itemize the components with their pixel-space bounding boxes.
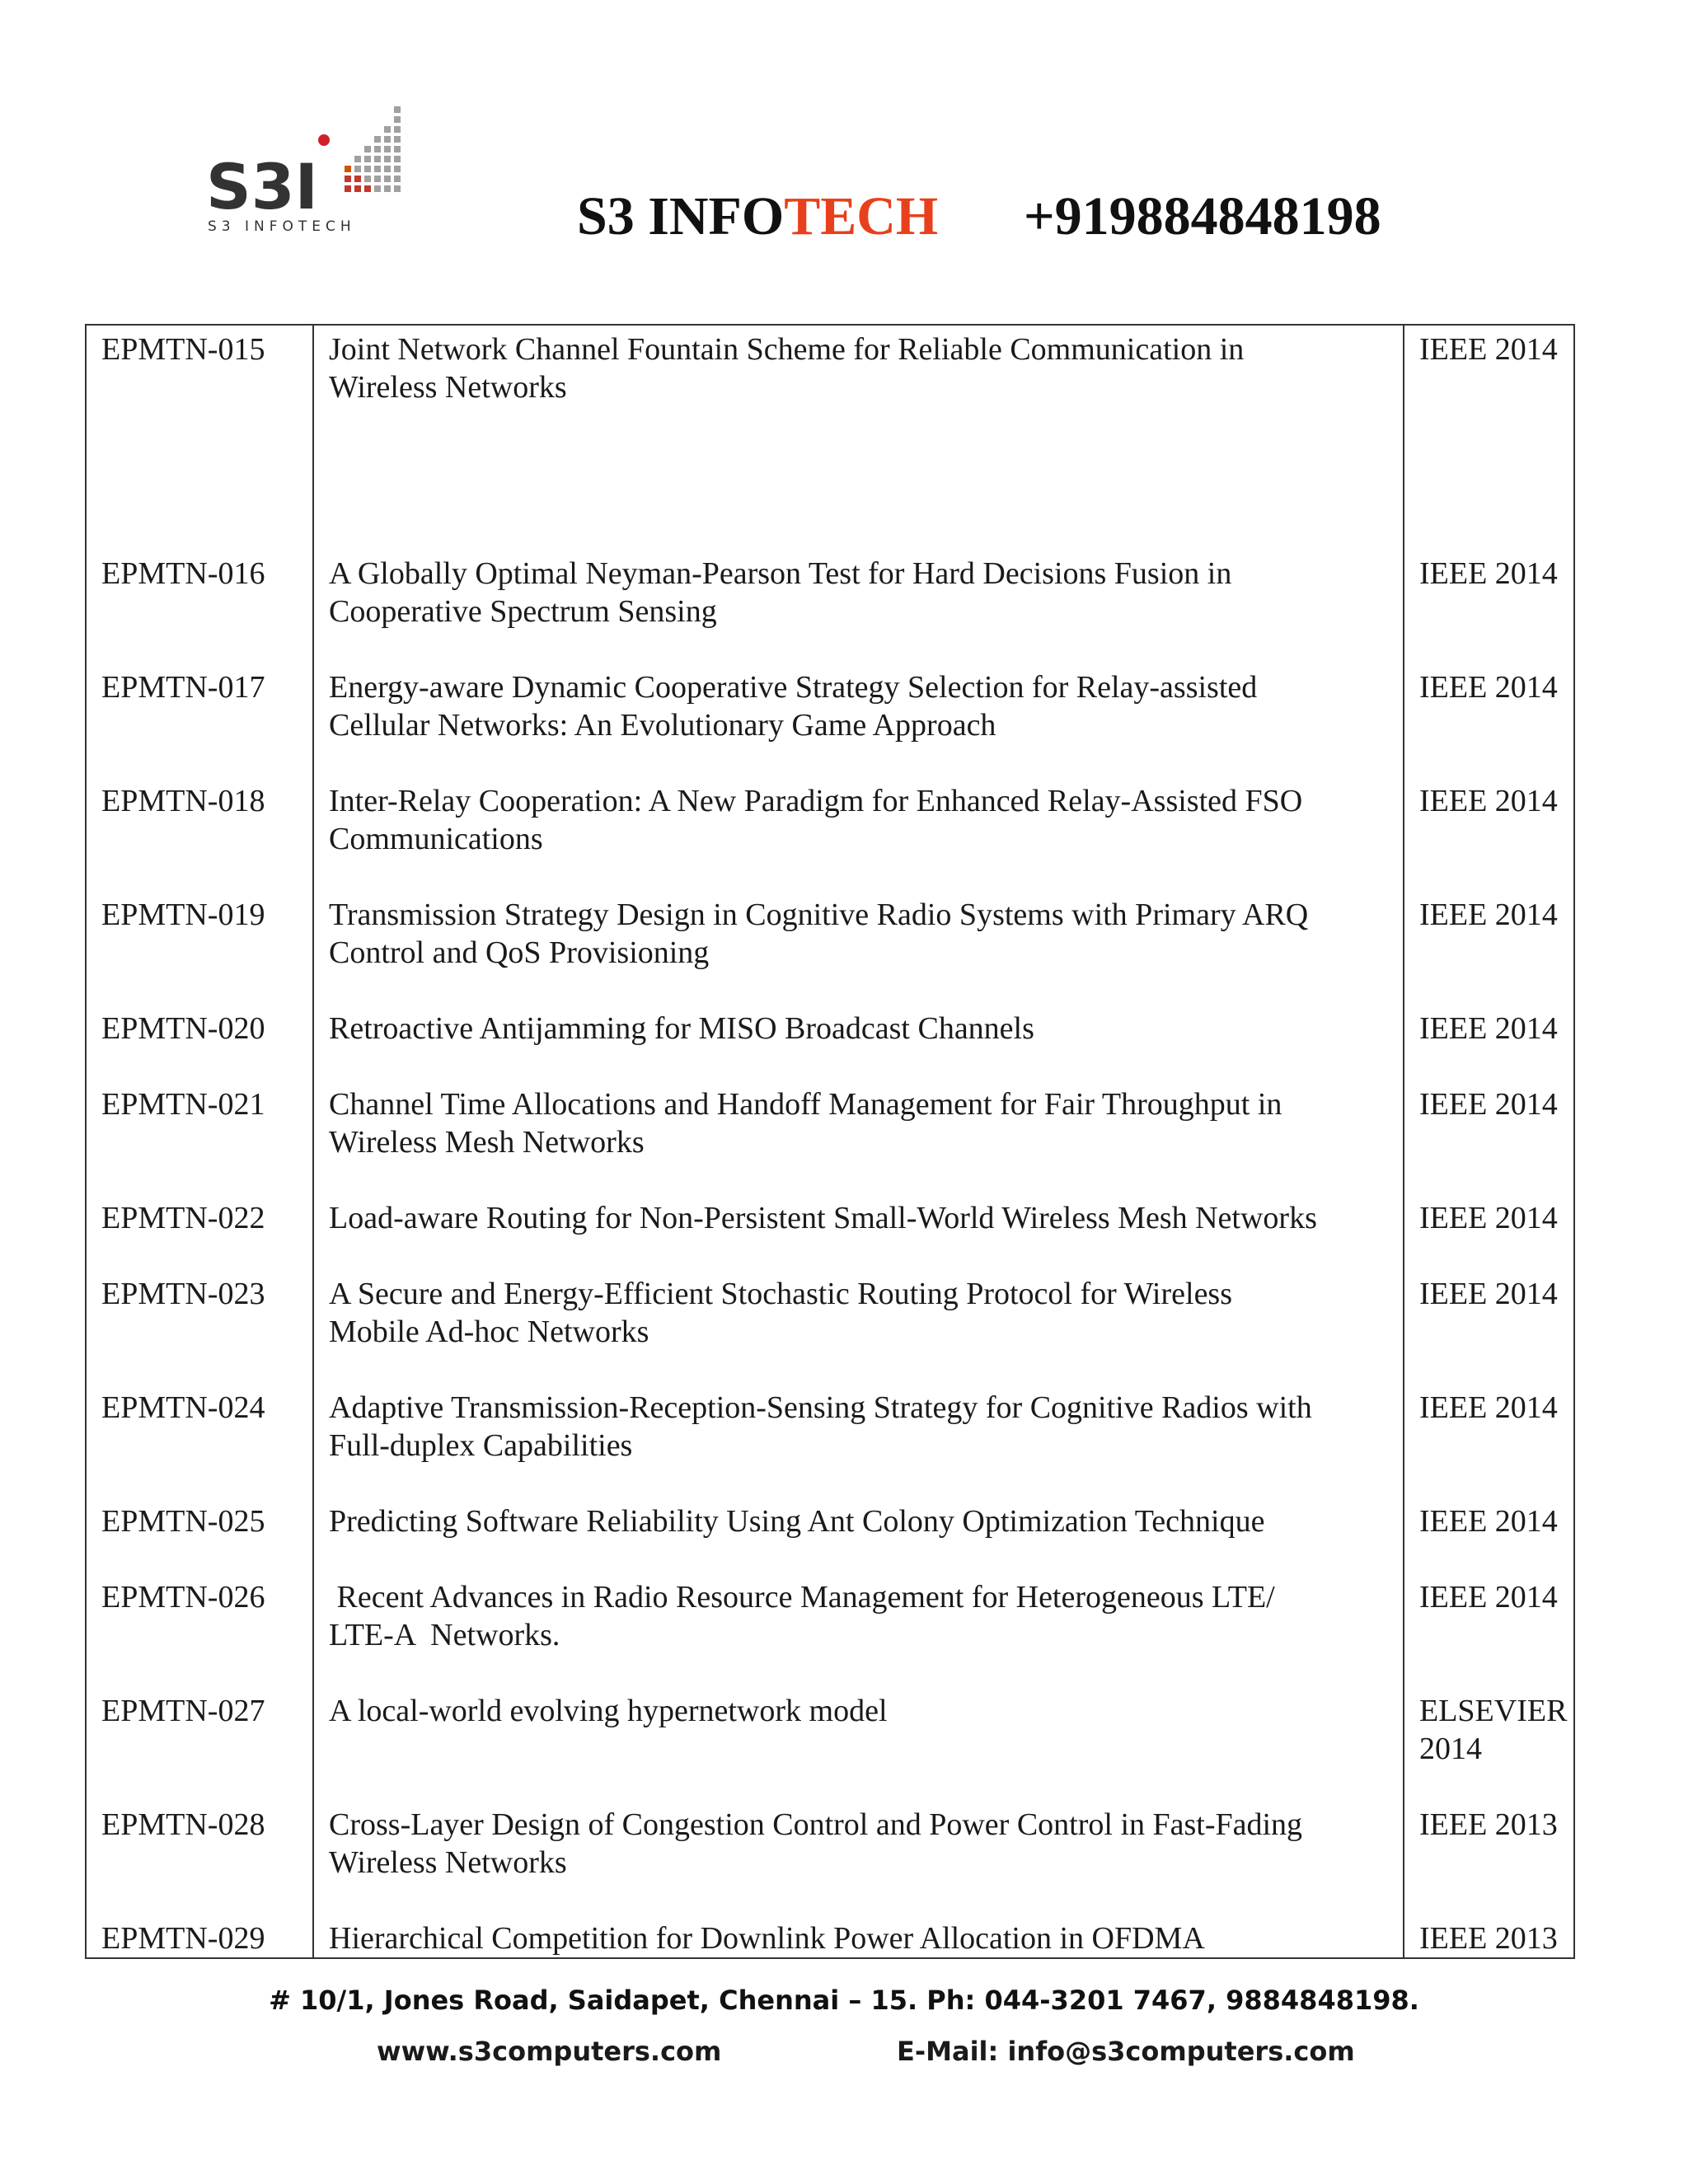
project-year-line: IEEE 2014 bbox=[1419, 898, 1558, 932]
project-id: EPMTN-027 bbox=[86, 1692, 313, 1806]
project-title-line: Retroactive Antijamming for MISO Broadcast Channels bbox=[329, 1011, 1034, 1046]
project-title bbox=[313, 1275, 1404, 1389]
company-logo bbox=[206, 95, 412, 243]
project-title bbox=[313, 1502, 1404, 1578]
project-title bbox=[313, 782, 1404, 896]
project-year bbox=[1404, 1919, 1574, 1958]
project-title-line: Energy-aware Dynamic Cooperative Strategy Selection for Relay-assisted bbox=[329, 670, 1258, 705]
project-title-line: Channel Time Allocations and Handoff Management for Fair Throughput in bbox=[329, 1087, 1282, 1122]
table-row bbox=[86, 1919, 1574, 1958]
project-id: EPMTN-023 bbox=[86, 1275, 313, 1389]
project-title bbox=[313, 896, 1404, 1010]
project-title bbox=[313, 1010, 1404, 1085]
project-year bbox=[1404, 555, 1574, 668]
project-title-line: Cross-Layer Design of Congestion Control and Power Control in Fast-Fading bbox=[329, 1807, 1303, 1842]
table-row bbox=[86, 1010, 1574, 1085]
logo-subtext: S3 INFOTECH bbox=[208, 218, 356, 235]
project-title bbox=[313, 1389, 1404, 1502]
project-title-line: Wireless Mesh Networks bbox=[329, 1125, 645, 1160]
project-year-line: IEEE 2014 bbox=[1419, 1580, 1558, 1615]
project-year bbox=[1404, 896, 1574, 1010]
project-year-line: IEEE 2013 bbox=[1419, 1921, 1558, 1956]
project-year bbox=[1404, 1275, 1574, 1389]
project-title-line: Transmission Strategy Design in Cognitive Radio Systems with Primary ARQ bbox=[329, 898, 1309, 932]
project-title bbox=[313, 668, 1404, 782]
project-id: EPMTN-016 bbox=[86, 555, 313, 668]
project-year-line: IEEE 2014 bbox=[1419, 1504, 1558, 1539]
table-row bbox=[86, 1275, 1574, 1389]
project-year bbox=[1404, 1010, 1574, 1085]
table-row bbox=[86, 1806, 1574, 1919]
project-title-line: LTE-A Networks. bbox=[329, 1618, 560, 1652]
project-year-line: IEEE 2014 bbox=[1419, 1087, 1558, 1122]
table-row bbox=[86, 555, 1574, 668]
project-id: EPMTN-026 bbox=[86, 1578, 313, 1692]
project-id: EPMTN-020 bbox=[86, 1010, 313, 1085]
project-title-line: A Secure and Energy-Efficient Stochastic Routing Protocol for Wireless bbox=[329, 1277, 1233, 1311]
project-year bbox=[1404, 1199, 1574, 1275]
table-row bbox=[86, 1692, 1574, 1806]
project-title-line: Wireless Networks bbox=[329, 370, 567, 405]
project-title-line: Cooperative Spectrum Sensing bbox=[329, 594, 717, 629]
project-id: EPMTN-018 bbox=[86, 782, 313, 896]
project-year bbox=[1404, 1692, 1574, 1806]
project-title-line: A local-world evolving hypernetwork model bbox=[329, 1694, 888, 1728]
project-title-line: Load-aware Routing for Non-Persistent Small-World Wireless Mesh Networks bbox=[329, 1201, 1317, 1235]
company-name-part1: S3 INFO bbox=[577, 186, 785, 246]
project-title bbox=[313, 325, 1404, 555]
table-row bbox=[86, 896, 1574, 1010]
project-id: EPMTN-021 bbox=[86, 1085, 313, 1199]
project-year-line: IEEE 2014 bbox=[1419, 670, 1558, 705]
project-title-line: Recent Advances in Radio Resource Management for Heterogeneous LTE/ bbox=[329, 1580, 1275, 1615]
table-row bbox=[86, 668, 1574, 782]
table-row bbox=[86, 1199, 1574, 1275]
project-title bbox=[313, 1806, 1404, 1919]
table-row bbox=[86, 1578, 1574, 1692]
logo-bars-graphic bbox=[345, 106, 401, 192]
project-id: EPMTN-017 bbox=[86, 668, 313, 782]
logo-dot bbox=[318, 134, 330, 146]
project-title-line: A Globally Optimal Neyman-Pearson Test for Hard Decisions Fusion in bbox=[329, 556, 1232, 591]
project-year bbox=[1404, 325, 1574, 555]
project-title-line: Control and QoS Provisioning bbox=[329, 935, 710, 970]
project-year bbox=[1404, 1578, 1574, 1692]
footer-email[interactable]: E-Mail: info@s3computers.com bbox=[897, 2036, 1355, 2067]
project-title bbox=[313, 1085, 1404, 1199]
project-year-line: IEEE 2014 bbox=[1419, 1390, 1558, 1425]
projects-table-body bbox=[86, 325, 1574, 1958]
project-title-line: Adaptive Transmission-Reception-Sensing Strategy for Cognitive Radios with bbox=[329, 1390, 1312, 1425]
project-year bbox=[1404, 1085, 1574, 1199]
project-title-line: Joint Network Channel Fountain Scheme for Reliable Communication in bbox=[329, 332, 1245, 367]
project-title-line: Communications bbox=[329, 822, 543, 856]
project-year-line: IEEE 2014 bbox=[1419, 1201, 1558, 1235]
project-id: EPMTN-024 bbox=[86, 1389, 313, 1502]
project-year bbox=[1404, 1502, 1574, 1578]
project-year bbox=[1404, 1806, 1574, 1919]
project-year-line: IEEE 2014 bbox=[1419, 784, 1558, 818]
footer-website[interactable]: www.s3computers.com bbox=[377, 2036, 722, 2067]
table-row bbox=[86, 782, 1574, 896]
project-year-line: IEEE 2014 bbox=[1419, 332, 1558, 367]
company-name-part2: TECH bbox=[784, 186, 939, 246]
table-row bbox=[86, 1389, 1574, 1502]
project-id: EPMTN-022 bbox=[86, 1199, 313, 1275]
project-id: EPMTN-028 bbox=[86, 1806, 313, 1919]
project-id: EPMTN-019 bbox=[86, 896, 313, 1010]
project-title-line: Hierarchical Competition for Downlink Power Allocation in OFDMA bbox=[329, 1921, 1205, 1956]
logo-text: S3I bbox=[206, 150, 318, 223]
table-row bbox=[86, 325, 1574, 555]
project-title-line: Full-duplex Capabilities bbox=[329, 1428, 633, 1463]
project-year-line: IEEE 2014 bbox=[1419, 556, 1558, 591]
project-title bbox=[313, 1578, 1404, 1692]
projects-table bbox=[85, 324, 1575, 1959]
project-year-line: IEEE 2013 bbox=[1419, 1807, 1558, 1842]
project-year bbox=[1404, 1389, 1574, 1502]
table-row bbox=[86, 1085, 1574, 1199]
header-phone: +919884848198 bbox=[1024, 186, 1381, 246]
project-year-line: 2014 bbox=[1419, 1732, 1482, 1766]
project-title bbox=[313, 1919, 1404, 1958]
project-title-line: Inter-Relay Cooperation: A New Paradigm for Enhanced Relay-Assisted FSO bbox=[329, 784, 1303, 818]
project-title bbox=[313, 1692, 1404, 1806]
project-title-line: Wireless Networks bbox=[329, 1845, 567, 1880]
project-year-line: IEEE 2014 bbox=[1419, 1011, 1558, 1046]
project-year-line: ELSEVIER bbox=[1419, 1694, 1568, 1728]
project-title bbox=[313, 555, 1404, 668]
project-year bbox=[1404, 782, 1574, 896]
project-id: EPMTN-029 bbox=[86, 1919, 313, 1958]
project-title bbox=[313, 1199, 1404, 1275]
project-title-line: Predicting Software Reliability Using Ant Colony Optimization Technique bbox=[329, 1504, 1265, 1539]
project-year bbox=[1404, 668, 1574, 782]
project-title-line: Cellular Networks: An Evolutionary Game Approach bbox=[329, 708, 996, 743]
footer-address: # 10/1, Jones Road, Saidapet, Chennai – 15. Ph: 044-3201 7467, 9884848198. bbox=[269, 1985, 1419, 2016]
project-year-line: IEEE 2014 bbox=[1419, 1277, 1558, 1311]
table-row bbox=[86, 1502, 1574, 1578]
project-id: EPMTN-025 bbox=[86, 1502, 313, 1578]
company-name bbox=[577, 186, 939, 246]
project-title-line: Mobile Ad-hoc Networks bbox=[329, 1315, 649, 1349]
project-id: EPMTN-015 bbox=[86, 325, 313, 555]
